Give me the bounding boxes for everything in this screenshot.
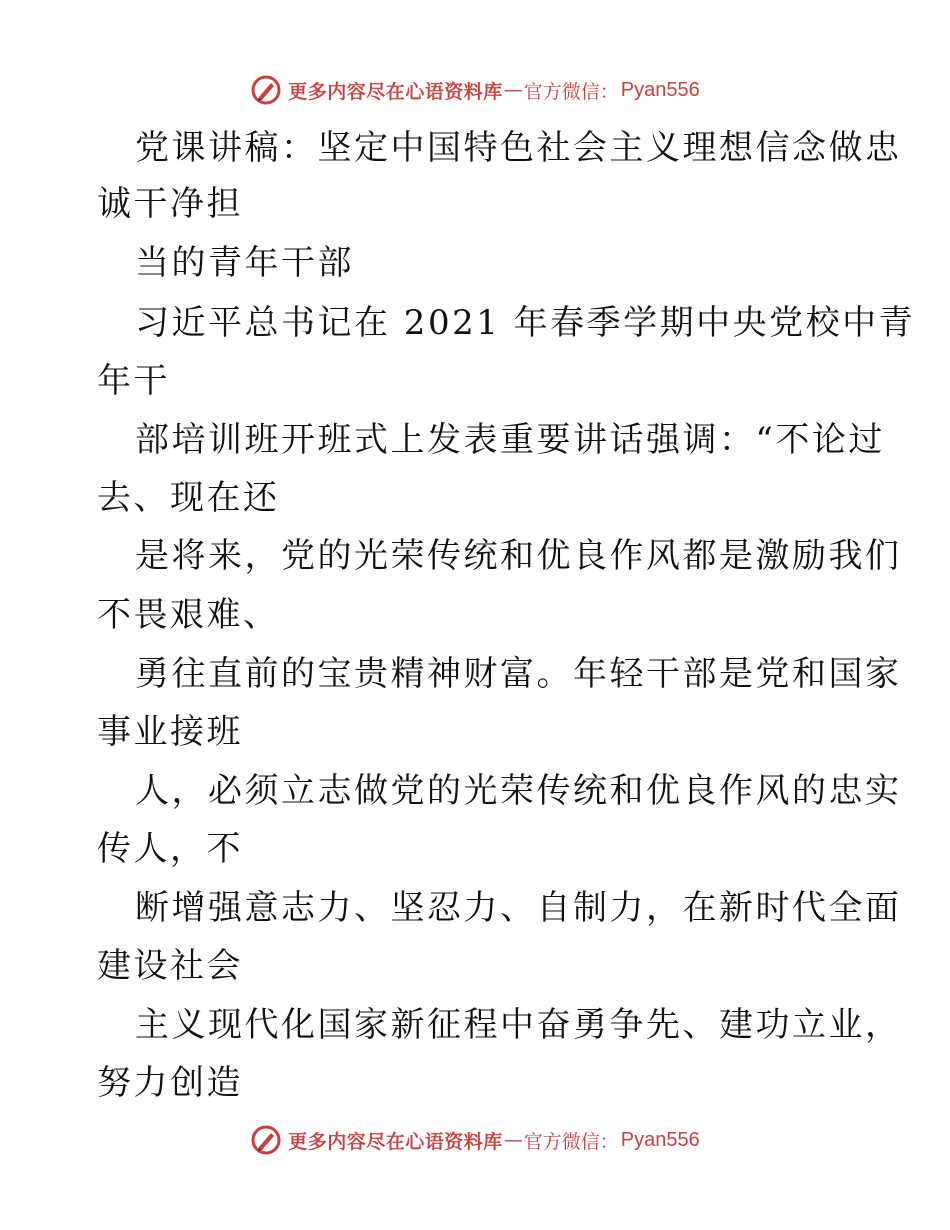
doc-line: 人，必须立志做党的光荣传统和优良作风的忠实 [135,771,902,811]
doc-line: 主义现代化国家新征程中奋勇争先、建功立业， [135,1005,902,1045]
pen-logo-icon [250,1124,282,1156]
doc-line: 诚干净担 [97,184,243,224]
banner-wechat-label: 官方微信： [523,1130,619,1153]
banner-separator: — [503,79,523,101]
doc-line: 党课讲稿：坚定中国特色社会主义理想信念做忠 [135,128,902,168]
banner-separator: — [503,1129,523,1151]
doc-line: 习近平总书记在 2021 年春季学期中央党校中青 [135,303,916,343]
doc-line: 勇往直前的宝贵精神财富。年轻干部是党和国家 [135,654,902,694]
banner-site-text: 更多内容尽在心语资料库 [288,80,503,103]
doc-line: 年干 [97,361,170,401]
banner-wechat-id: Pyan556 [620,78,700,101]
footer-watermark-banner [0,1122,950,1158]
doc-line: 事业接班 [97,712,243,752]
doc-line: 努力创造 [97,1063,243,1103]
doc-line: 传人，不 [97,829,243,869]
banner-site-text: 更多内容尽在心语资料库 [288,1130,503,1153]
doc-line: 是将来，党的光荣传统和优良作风都是激励我们 [135,536,902,576]
banner-wechat-id: Pyan556 [620,1128,700,1151]
doc-line: 部培训班开班式上发表重要讲话强调：“不论过 [135,420,885,460]
banner-wechat-label: 官方微信： [523,80,619,103]
doc-line: 建设社会 [97,946,243,986]
doc-line: 断增强意志力、坚忍力、自制力，在新时代全面 [135,888,902,928]
doc-line: 当的青年干部 [135,243,354,283]
doc-line: 去、现在还 [97,478,280,518]
doc-line: 不畏艰难、 [97,595,280,635]
